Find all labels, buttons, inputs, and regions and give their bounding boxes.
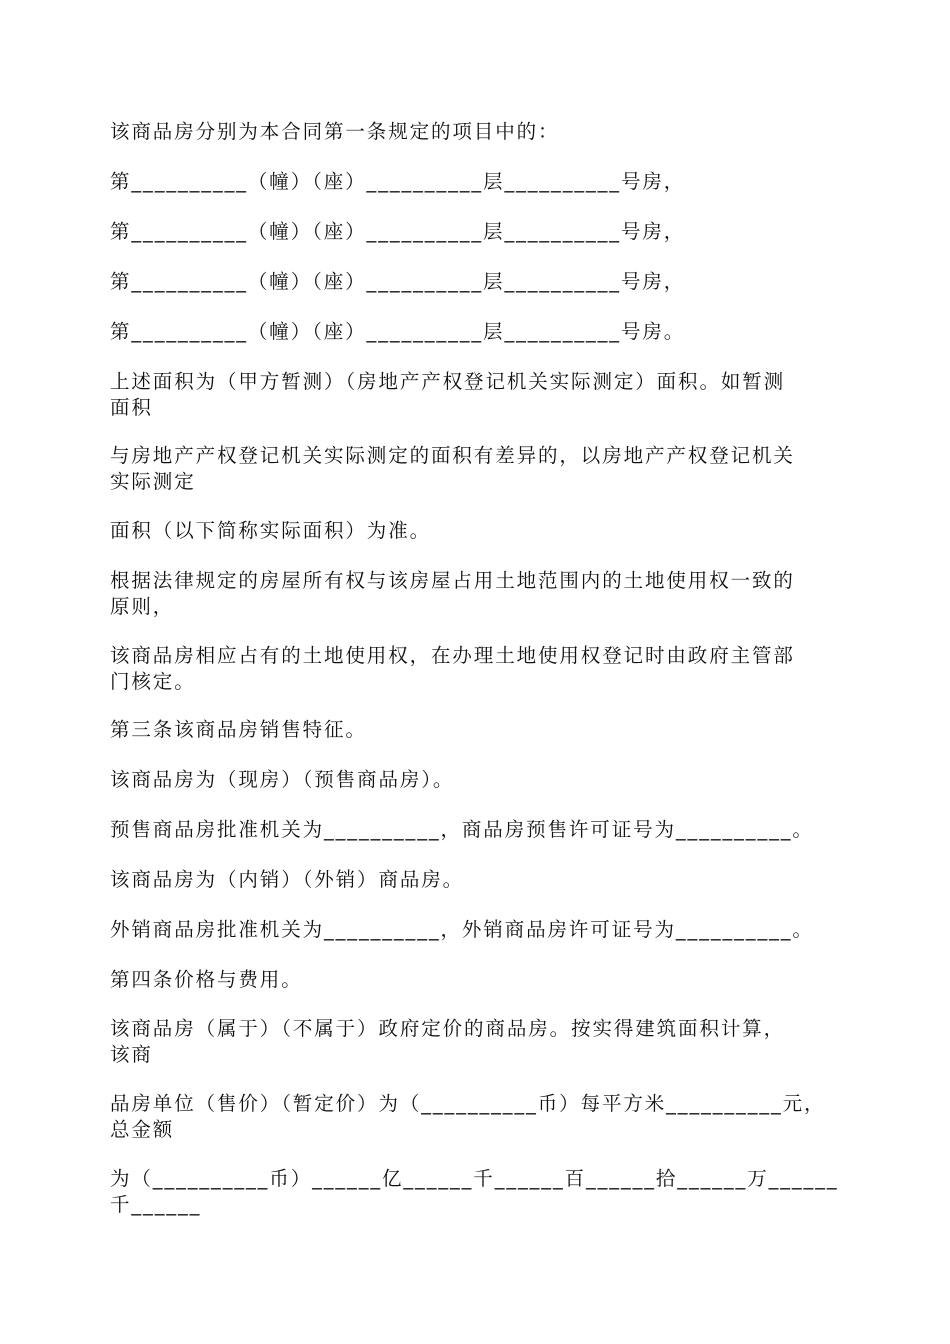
paragraph-room-2: 第__________（幢）（座）__________层__________号房， bbox=[110, 220, 686, 243]
paragraph-room-3: 第__________（幢）（座）__________层__________号房， bbox=[110, 270, 686, 293]
heading-article-4: 第四条价格与费用。 bbox=[110, 968, 303, 991]
paragraph-room-1: 第__________（幢）（座）__________层__________号房， bbox=[110, 170, 686, 193]
paragraph-law-principle: 根据法律规定的房屋所有权与该房屋占用土地范围内的土地使用权一致的 原则， bbox=[110, 569, 795, 618]
paragraph-export-permit: 外销商品房批准机关为__________，外销商品房许可证号为__________。 bbox=[110, 918, 814, 941]
paragraph-total-amount: 为（__________币）______亿______千______百______拾______万______ 千______ bbox=[110, 1167, 839, 1216]
paragraph-area-type: 上述面积为（甲方暂测）（房地产产权登记机关实际测定）面积。如暂测 面积 bbox=[110, 370, 786, 419]
paragraph-pricing: 该商品房（属于）（不属于）政府定价的商品房。按实得建筑面积计算， 该商 bbox=[110, 1017, 786, 1066]
paragraph-intro: 该商品房分别为本合同第一条规定的项目中的： bbox=[110, 120, 560, 143]
paragraph-presale-permit: 预售商品房批准机关为__________，商品房预售许可证号为__________。 bbox=[110, 818, 814, 841]
paragraph-area-difference: 与房地产产权登记机关实际测定的面积有差异的，以房地产产权登记机关 实际测定 bbox=[110, 444, 795, 493]
paragraph-land-use-right: 该商品房相应占有的土地使用权，在办理土地使用权登记时由政府主管部 门核定。 bbox=[110, 644, 795, 693]
paragraph-actual-area: 面积（以下简称实际面积）为准。 bbox=[110, 519, 432, 542]
heading-article-3: 第三条该商品房销售特征。 bbox=[110, 718, 367, 741]
paragraph-market-type: 该商品房为（内销）（外销）商品房。 bbox=[110, 868, 465, 891]
paragraph-sale-type: 该商品房为（现房）（预售商品房）。 bbox=[110, 768, 455, 791]
paragraph-room-4: 第__________（幢）（座）__________层__________号房。 bbox=[110, 320, 686, 343]
paragraph-unit-price: 品房单位（售价）（暂定价）为（__________币）每平方米__________元， 总金额 bbox=[110, 1092, 826, 1141]
